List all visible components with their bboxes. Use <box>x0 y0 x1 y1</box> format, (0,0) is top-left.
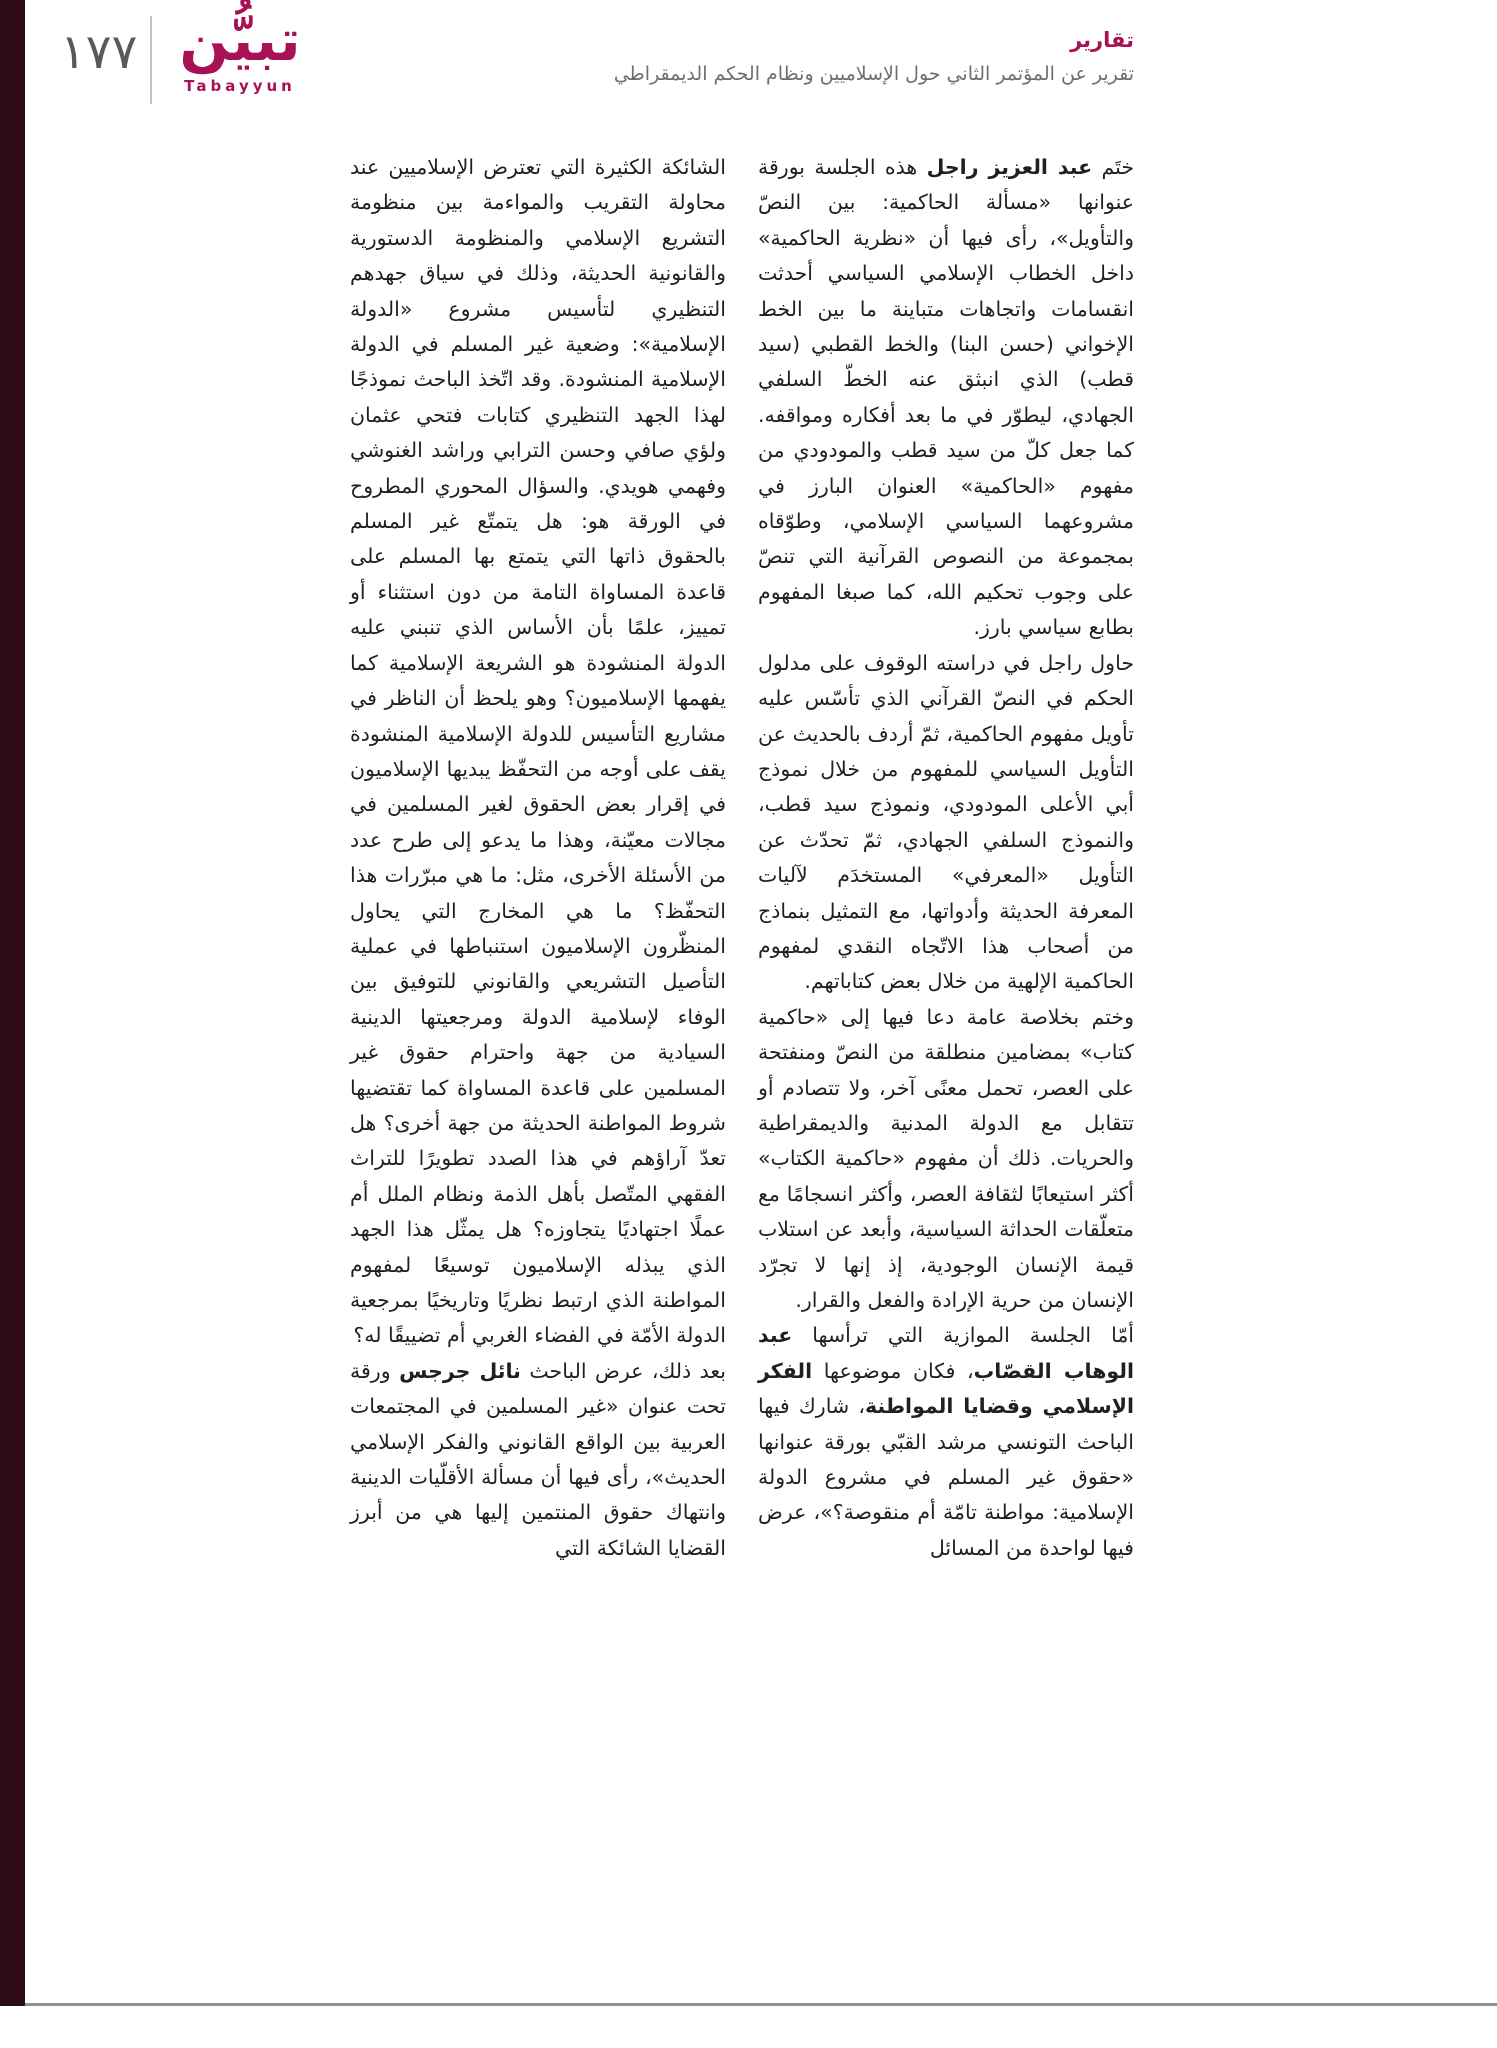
paragraph <box>758 150 1134 646</box>
column-right <box>758 150 1134 1566</box>
text-segment: ، فكان موضوعها <box>812 1358 974 1383</box>
bold-text-segment: الفكر الإسلامي وقضايا المواطنة <box>758 1358 1134 1419</box>
article-body <box>350 150 1134 1566</box>
section-kicker: تقارير <box>1070 28 1134 52</box>
text-segment: ورقة تحت عنوان «غير المسلمين في المجتمعات العربية بين الواقع القانوني والفكر الإسلامي الحديث»، رأى فيها أن مسألة الأقلّيات الدينية وانتهاك حقوق المنتمين إليها هي من أبرز القضايا الشائكة التي <box>350 1358 726 1560</box>
paragraph <box>350 1354 726 1566</box>
logo-latin-wordmark: Tabayyun <box>184 76 296 95</box>
text-segment: ختَم <box>1092 155 1135 179</box>
text-segment: الشائكة الكثيرة التي تعترض الإسلاميين عند محاولة التقريب والمواءمة بين منظومة التشريع الإسلامي والمنظومة الدستورية والقانونية الحديثة، وذلك في سياق جهدهم التنظيري لتأسيس مشروع «الدولة الإسلامية»: وضعية غير المسلم في الدولة الإسلامية المنشودة. وقد اتّخذ الباحث نموذجًا لهذا الجهد التنظيري كتابات فتحي عثمان ولؤي صافي وحسن الترابي وراشد الغنوشي وفهمي هويدي. والسؤال المحوري المطروح في الورقة هو: هل يتمتّع غير المسلم بالحقوق ذاتها التي يتمتع بها المسلم على قاعدة المساواة التامة من دون استثناء أو تمييز، علمًا بأن الأساس الذي تنبني عليه الدولة المنشودة هو الشريعة الإسلامية كما يفهمها الإسلاميون؟ وهو يلحظ أن الناظر في مشاريع التأسيس للدولة الإسلامية المنشودة يقف على أوجه من التحفّظ يبديها الإسلاميون في إقرار بعض الحقوق لغير المسلمين في مجالات معيّنة، وهذا ما يدعو إلى طرح عدد من الأسئلة الأخرى، مثل: ما هي مبرّرات هذا التحفّظ؟ ما هي المخارج التي يحاول المنظّرون الإسلاميون استنباطها في عملية التأصيل التشريعي والقانوني للتوفيق بين الوفاء لإسلامية الدولة ومرجعيتها الدينية السيادية من جهة واحترام حقوق غير المسلمين على قاعدة المساواة كما تقتضيها شروط المواطنة الحديثة من جهة أخرى؟ هل تعدّ آراؤهم في هذا الصدد تطويرًا للتراث الفقهي المتّصل بأهل الذمة ونظام الملل أم عملًا اجتهاديًا يتجاوزه؟ هل يمثّل هذا الجهد الذي يبذله الإسلاميون توسيعًا لمفهوم المواطنة الذي ارتبط نظريًا وتاريخيًا بمرجعية الدولة الأمّة في الفضاء الغربي أم تضييقًا له؟ <box>350 155 726 1348</box>
text-segment: حاول راجل في دراسته الوقوف على مدلول الحكم في النصّ القرآني الذي تأسّس عليه تأويل مفهوم الحاكمية، ثمّ أردف بالحديث عن التأويل السياسي للمفهوم من خلال نموذج أبي الأعلى المودودي، ونموذج سيد قطب، والنموذج السلفي الجهادي، ثمّ تحدّث عن التأويل «المعرفي» المستخدَم لآليات المعرفة الحديثة وأدواتها، مع التمثيل بنماذج من أصحاب هذا الاتّجاه النقدي لمفهوم الحاكمية الإلهية من خلال بعض كتاباتهم. <box>758 650 1134 994</box>
bold-text-segment: نائل جرجس <box>399 1358 521 1383</box>
text-segment: هذه الجلسة بورقة عنوانها «مسألة الحاكمية: بين النصّ والتأويل»، رأى فيها أن «نظرية الحاكمية» داخل الخطاب الإسلامي السياسي أحدثت انقسامات واتجاهات متباينة ما بين الخط الإخواني (حسن البنا) والخط القطبي (سيد قطب) الذي انبثق عنه الخطّ السلفي الجهادي، ليطوّر في ما بعد أفكاره ومواقفه. كما جعل كلّ من سيد قطب والمودودي من مفهوم «الحاكمية» العنوان البارز في مشروعهما السياسي الإسلامي، وطوّقاه بمجموعة من النصوص القرآنية التي تنصّ على وجوب تحكيم الله، كما صبغا المفهوم بطابع سياسي بارز. <box>758 155 1134 640</box>
tabayyun-logo <box>166 4 314 95</box>
column-left <box>350 150 726 1566</box>
paragraph <box>758 1318 1134 1566</box>
bold-text-segment: عبد العزيز راجل <box>926 155 1093 179</box>
report-header <box>614 28 1134 87</box>
bold-text-segment: عبد الوهاب القصّاب <box>758 1323 1134 1383</box>
text-segment: وختم بخلاصة عامة دعا فيها إلى «حاكمية كتاب» بمضامين منطلقة من النصّ ومنفتحة على العصر، تحمل معنًى آخر، ولا تتصادم أو تتقابل مع الدولة المدنية والديمقراطية والحريات. ذلك أن مفهوم «حاكمية الكتاب» أكثر استيعابًا لثقافة العصر، وأكثر انسجامًا مع متعلّقات الحداثة السياسية، وأبعد عن استلاب قيمة الإنسان الوجودية، إذ إنها لا تجرّد الإنسان من حرية الإرادة والفعل والقرار. <box>758 1004 1134 1312</box>
paragraph <box>758 646 1134 1000</box>
paragraph <box>758 1000 1134 1319</box>
text-segment: ، شارك فيها الباحث التونسي مرشد القبّي بورقة عنوانها «حقوق غير المسلم في مشروع الدولة الإسلامية: مواطنة تامّة أم منقوصة؟»، عرض فيها لواحدة من المسائل <box>758 1394 1134 1560</box>
left-accent-bar <box>0 0 25 2006</box>
text-segment: بعد ذلك، عرض الباحث <box>520 1358 726 1383</box>
report-title: تقرير عن المؤتمر الثاني حول الإسلاميين ونظام الحكم الديمقراطي <box>613 63 1134 86</box>
paragraph <box>350 150 726 1354</box>
page-number: ١٧٧ <box>60 24 138 80</box>
footer-rule <box>25 2003 1497 2006</box>
text-segment: أمّا الجلسة الموازية التي ترأسها <box>792 1323 1134 1348</box>
masthead-divider <box>150 16 152 104</box>
logo-arabic-wordmark: تبيُّن <box>179 6 301 74</box>
